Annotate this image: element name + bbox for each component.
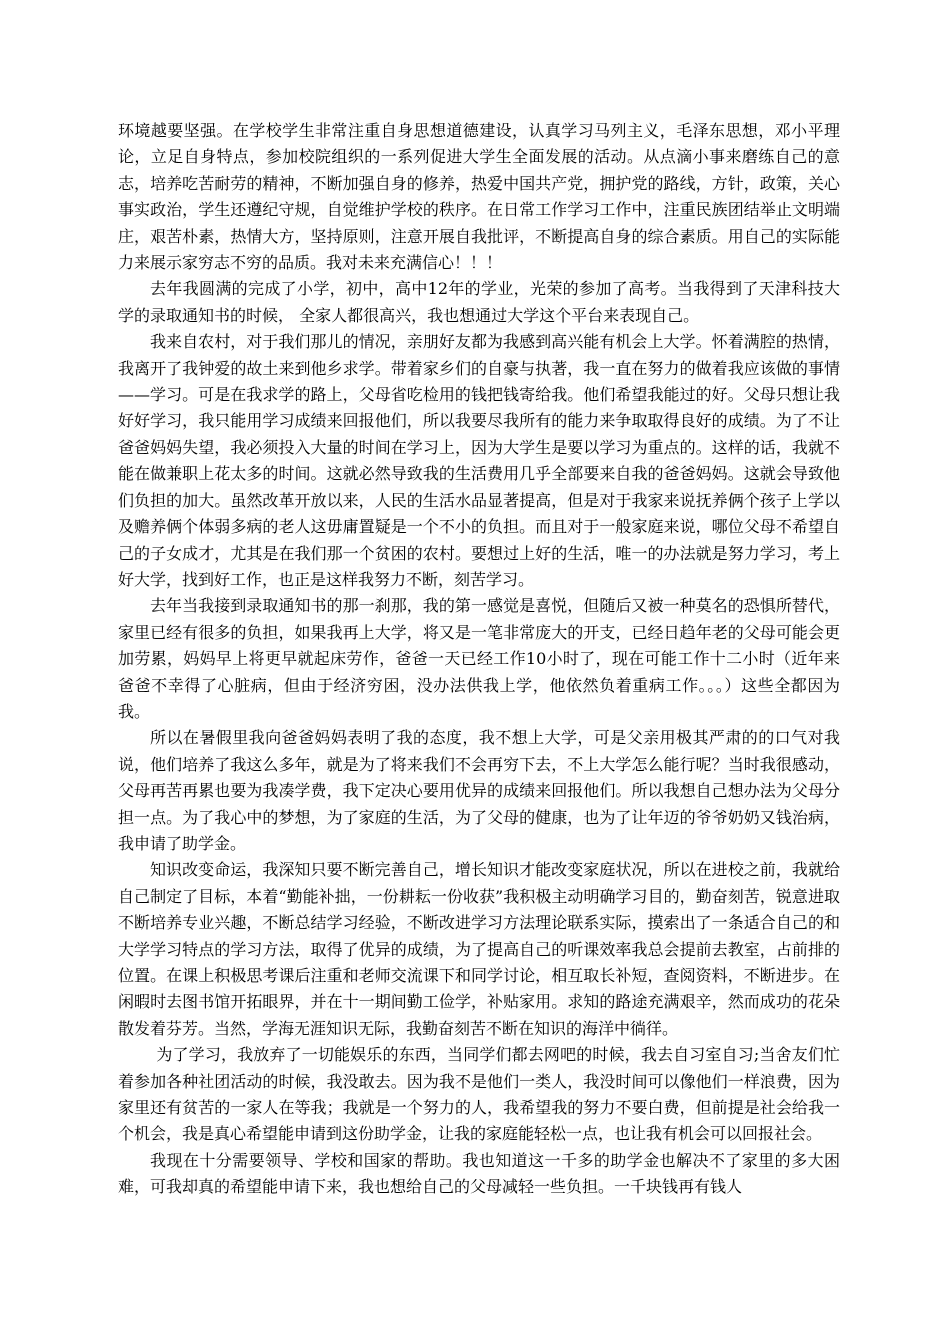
document-body [118,118,840,1201]
paragraph-rural-background: 我来自农村，对于我们那儿的情况，亲朋好友都为我感到高兴能有机会上大学。怀着满腔的热情，我离开了我钟爱的故土来到他乡求学。带着家乡们的自豪与执著，我一直在努力的做着我应该做的事情——学习。可是在我求学的路上，父母省吃检用的钱把钱寄给我。他们希望我能过的好。父母只想让我好好学习，我只能用学习成绩来回报他们，所以我要尽我所有的能力来争取取得良好的成绩。为了不让爸爸妈妈失望，我必须投入大量的时间在学习上，因为大学生是要以学习为重点的。这样的话，我就不能在做兼职上花太多的时间。这就必然导致我的生活费用几乎全部要来自我的爸爸妈妈。这就会导致他们负担的加大。虽然改革开放以来，人民的生活水品显著提高，但是对于我家来说抚养俩个孩子上学以及赡养俩个体弱多病的老人这毋庸置疑是一个不小的负担。而且对于一般家庭来说，哪位父母不希望自己的子女成才，尤其是在我们那一个贫困的农村。要想过上好的生活，唯一的办法就是努力学习，考上好大学，找到好工作，也正是这样我努力不断，刻苦学习。 [118,332,840,589]
paragraph-knowledge-changes-fate: 知识改变命运，我深知只要不断完善自己，增长知识才能改变家庭状况，所以在进校之前，我就给自己制定了目标，本着“勤能补拙，一份耕耘一份收获”我积极主动明确学习目的，勤奋刻苦，锐意进取不断培养专业兴趣，不断总结学习经验，不断改进学习方法理论联系实际，摸索出了一条适合自己的和大学学习特点的学习方法，取得了优异的成绩，为了提高自己的听课效率我总会提前去教室，占前排的位置。在课上积极思考课后注重和老师交流课下和同学讨论，相互取长补短，查阅资料，不断进步。在闲暇时去图书馆开拓眼界，并在十一期间勤工俭学，补贴家用。求知的路途充满艰辛，然而成功的花朵散发着芬芳。当然，学海无涯知识无际，我勤奋刻苦不断在知识的海洋中徜徉。 [118,860,840,1038]
paragraph-graduation: 去年我圆满的完成了小学，初中，高中12年的学业，光荣的参加了高考。当我得到了天津科技大学的录取通知书的时候， 全家人都很高兴，我也想通过大学这个平台来表现自己。 [118,279,840,325]
paragraph-summer-decision: 所以在暑假里我向爸爸妈妈表明了我的态度，我不想上大学，可是父亲用极其严肃的的口气对我说，他们培养了我这么多年，就是为了将来我们不会再穷下去，不上大学怎么能行呢？当时我很感动，父母再苦再累也要为我凑学费，我下定决心要用优异的成绩来回报他们。所以我想自己想办法为父母分担一点。为了我心中的梦想，为了家庭的生活，为了父母的健康，也为了让年迈的爷爷奶奶又钱治病，我申请了助学金。 [118,728,840,853]
paragraph-continuation: 环境越要坚强。在学校学生非常注重自身思想道德建设，认真学习马列主义，毛泽东思想，邓小平理论，立足自身特点，参加校院组织的一系列促进大学生全面发展的活动。从点滴小事来磨练自己的意志，培养吃苦耐劳的精神，不断加强自身的修养，热爱中国共产党，拥护党的路线，方针，政策，关心事实政治，学生还遵纪守规，自觉维护学校的秩序。在日常工作学习工作中，注重民族团结举止文明端庄，艰苦朴素，热情大方，坚持原则，注意开展自我批评，不断提高自身的综合素质。用自己的实际能力来展示家穷志不穷的品质。我对未来充满信心！！！ [118,121,840,273]
paragraph-sacrifice-for-study: 为了学习，我放弃了一切能娱乐的东西，当同学们都去网吧的时候，我去自习室自习;当舍友们忙着参加各种社团活动的时候，我没敢去。因为我不是他们一类人，我没时间可以像他们一样浪费，因为家里还有贫苦的一家人在等我；我就是一个努力的人，我希望我的努力不要白费，但前提是社会给我一个机会，我是真心希望能申请到这份助学金，让我的家庭能轻松一点，也让我有机会可以回报社会。 [118,1045,840,1144]
paragraph-admission-notice: 去年当我接到录取通知书的那一刹那，我的第一感觉是喜悦，但随后又被一种莫名的恐惧所替代，家里已经有很多的负担，如果我再上大学，将又是一笔非常庞大的开支，已经日趋年老的父母可能会更加劳累，妈妈早上将更早就起床劳作，爸爸一天已经工作10小时了，现在可能工作十二小时（近年来爸爸不幸得了心脏病，但由于经济穷困，没办法供我上学，他依然负着重病工作。。。）这些全都因为我。 [118,596,840,721]
paragraph-need-help: 我现在十分需要领导、学校和国家的帮助。我也知道这一千多的助学金也解决不了家里的多大困难，可我却真的希望能申请下来，我也想给自己的父母减轻一些负担。一千块钱再有钱人 [118,1150,840,1197]
